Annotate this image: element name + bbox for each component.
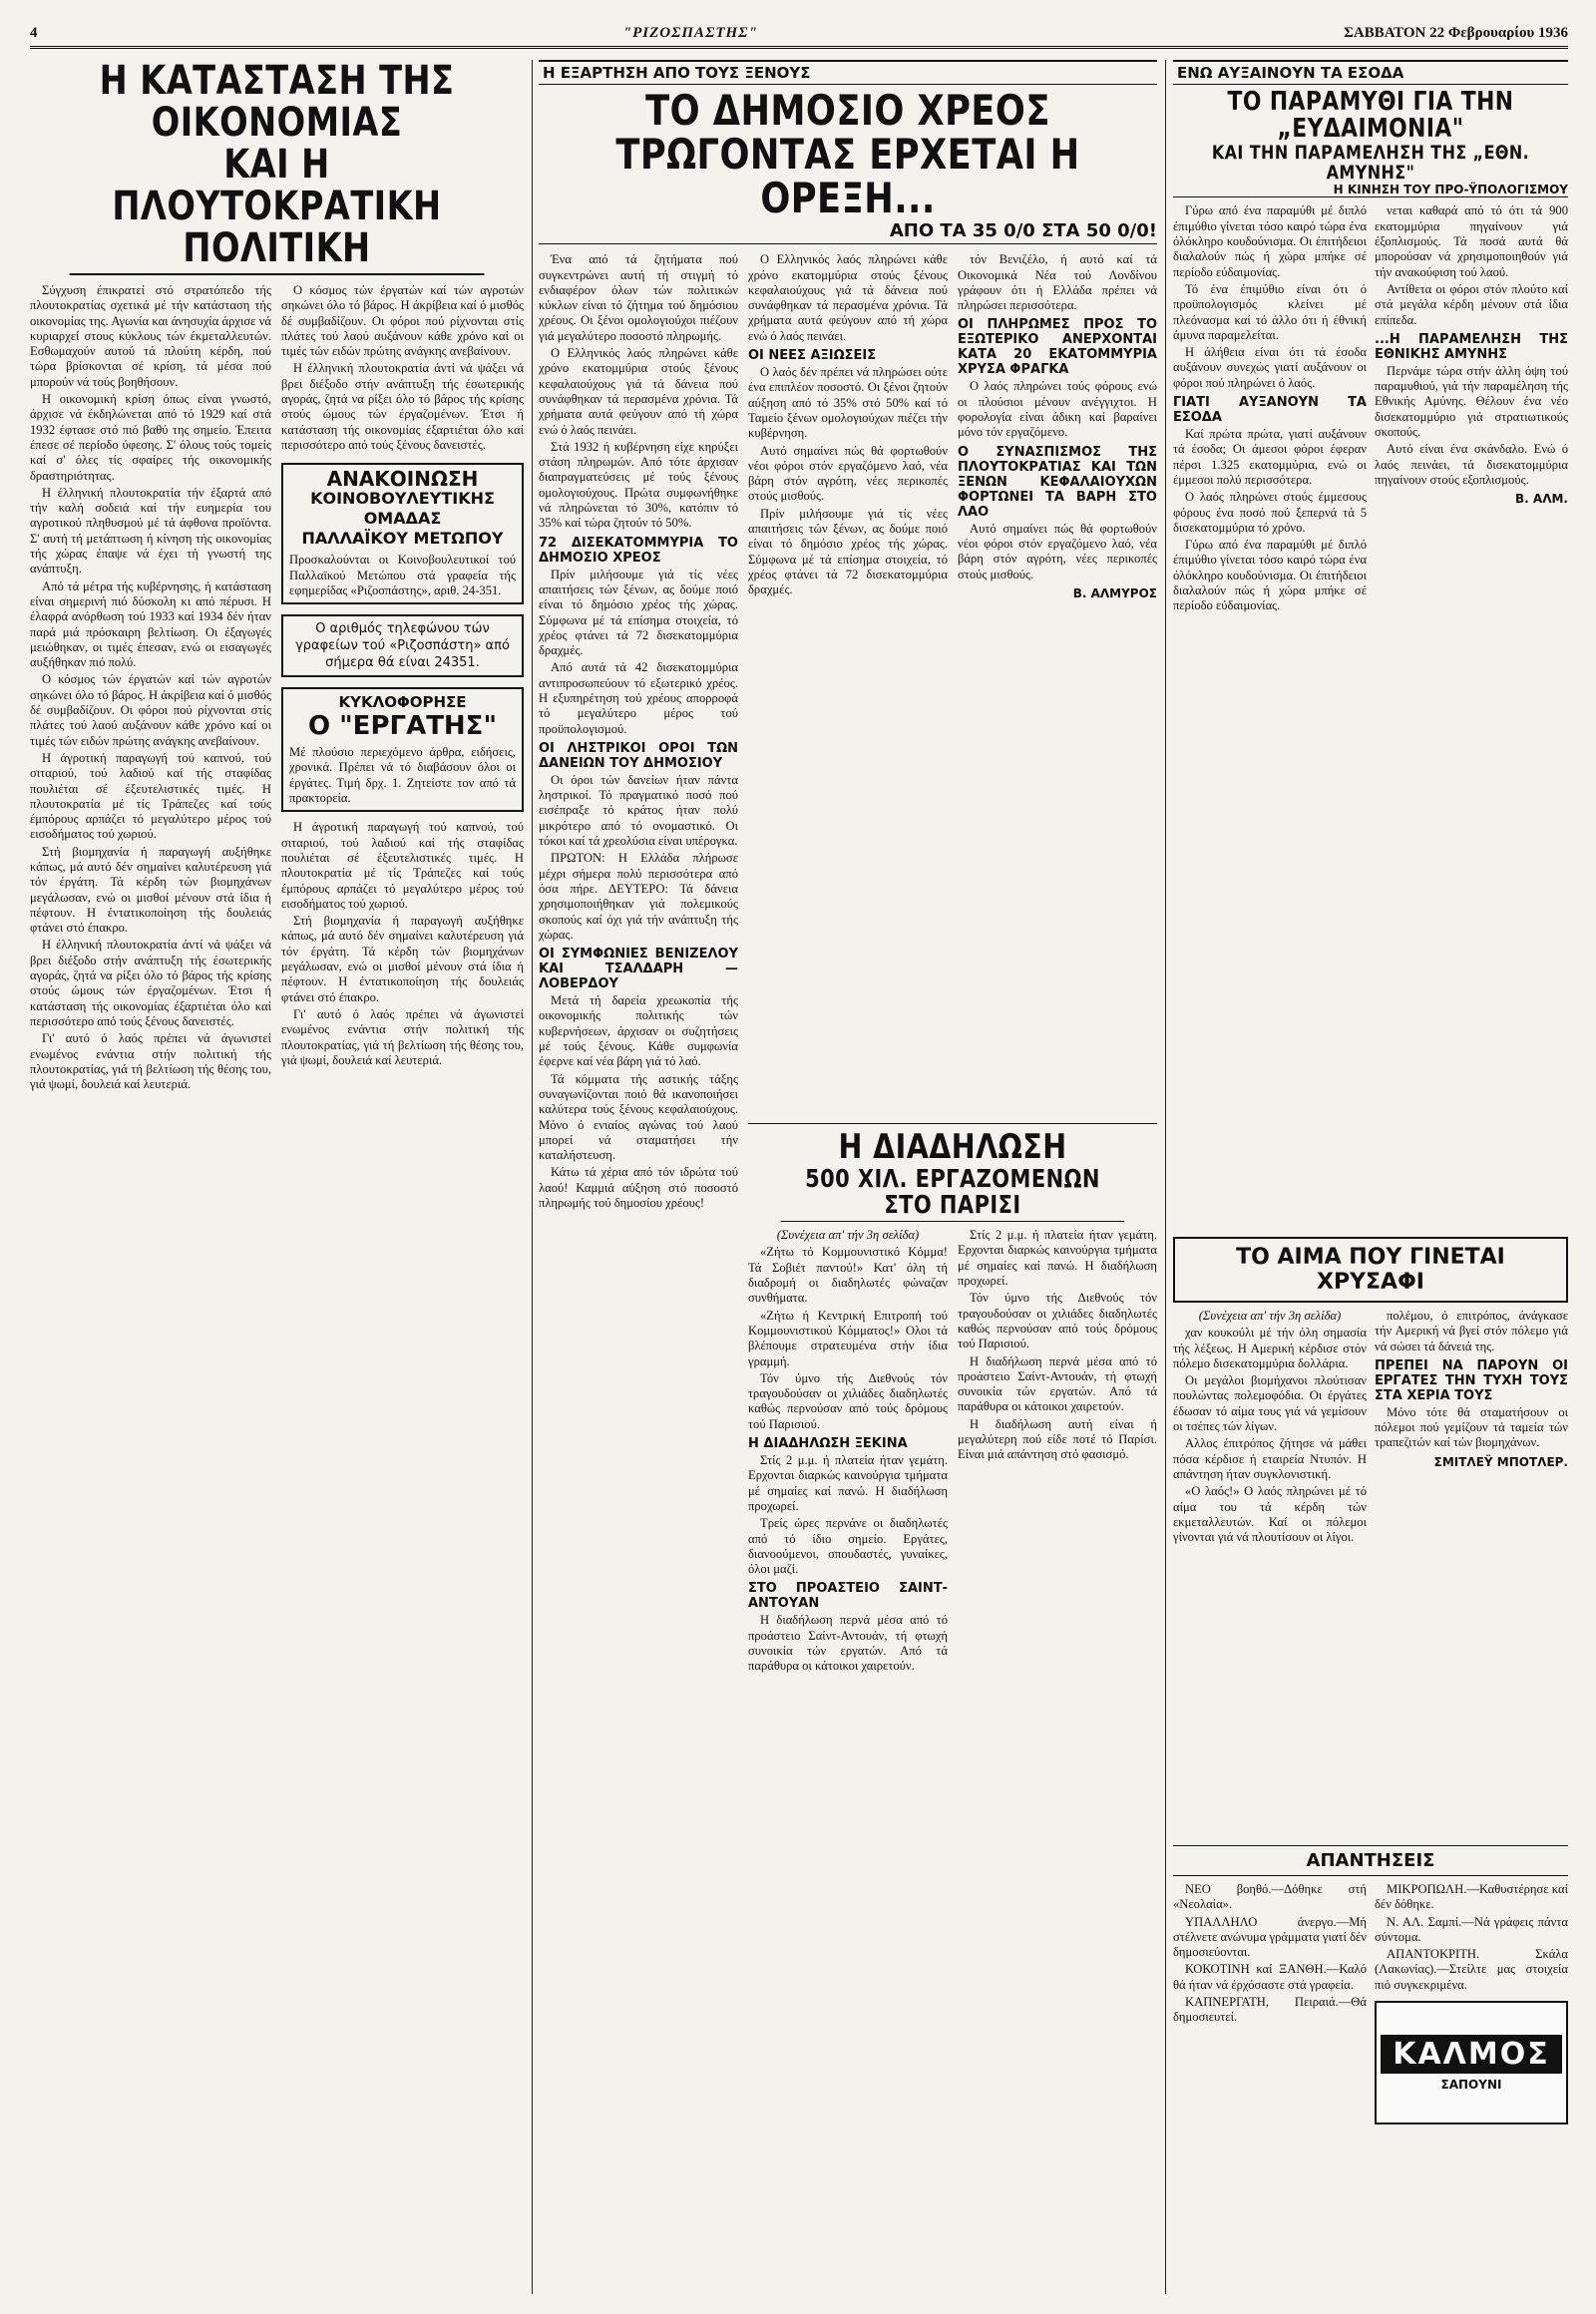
ergatis-title1: ΚΥΚΛΟΦΟΡΗΣΕ: [338, 693, 467, 712]
economy-text-col2-end: [281, 820, 524, 1068]
paragraph: Η έλληνική πλουτοκρατία άντί νά ψάξει νά βρει διέξοδο στήν ανάπτυξη τής έσωτερικής αγοράς, ζητά να ρίξει όλο τό βάρος τής κρίσης στούς ώμους τών έργαζομένων. Έτσι ή κατάσταση τής οικονομίας έξαρτιέται όλο καί περισσότερο από τούς ξένους δανειστές.: [281, 361, 524, 452]
paragraph: Κάτω τά χέρια από τόν ιδρώτα τού λαού! Καμμιά αύξηση στό ποσοστό πληρωμής τού δημοσίου χρέους!: [539, 1165, 738, 1211]
fiction-title-line2: ΚΑΙ ΤΗΝ ΠΑΡΑΜΕΛΗΣΗ ΤΗΣ „ΕΘΝ. ΑΜΥΝΗΣ": [1211, 141, 1530, 184]
economy-title-line2: ΚΑΙ Η ΠΛΟΥΤΟΚΡΑΤΙΚΗ ΠΟΛΙΤΙΚΗ: [112, 142, 442, 271]
debt-subhead: ΟΙ ΝΕΕΣ ΑΞΙΩΣΕΙΣ: [748, 348, 877, 364]
paragraph: πολέμου, ό επιτρόπος, άνάγκασε τήν Αμερική νά βγεί στόν πόλεμο γιά νά σώσει τά δάνειά της.: [1375, 1309, 1568, 1353]
paragraph: ΠΡΩΤΟΝ: Η Ελλάδα πλήρωσε μέχρι σήμερα πολύ περισσότερα από όσα πήρε. ΔΕΥΤΕΡΟ: Τά δάνεια χρησιμοποιήθηκαν γιά πολεμικούς σκοπούς καί όχι γιά τήν ανάπτυξη τής χώρας.: [539, 851, 738, 942]
debt-caps-block: ΟΙ ΠΛΗΡΩΜΕΣ ΠΡΟΣ ΤΟ ΕΞΩΤΕΡΙΚΟ ΑΝΕΡΧΟΝΤΑΙ ΚΑΤΑ 20 ΕΚΑΤΟΜΜΥΡΙΑ ΧΡΥΣΑ ΦΡΑΓΚΑ: [958, 317, 1157, 378]
paragraph: Αυτό σημαίνει πώς θά φορτωθούν νέοι φόροι στόν εργαζόμενο λαό, νέα βάρη στόν αγρότη, νέες περικοπές στούς μισθούς.: [958, 521, 1157, 581]
debt-kicker: Η ΕΞΑΡΤΗΣΗ ΑΠΟ ΤΟΥΣ ΞΕΝΟΥΣ: [539, 60, 1157, 85]
demo-article: [748, 1117, 1157, 1677]
notice-body: Προσκαλούνται οι Κοινοβουλευτικοί τού Παλλαϊκού Μετώπου στά γραφεία τής εφημερίδας «Ριζοσπάστης», αριθ. 24-351.: [289, 553, 516, 597]
fiction-title-line1: ΤΟ ΠΑΡΑΜΥΘΙ ΓΙΑ ΤΗΝ „ΕΥΔΑΙΜΟΝΙΑ": [1227, 87, 1514, 145]
blood-signature: ΣΜΙΤΛΕΫ ΜΠΟΤΛΕΡ.: [1433, 1454, 1568, 1469]
answer-item: ΚΑΠΝΕΡΓΑΤΗ, Πειραιά.—Θά δημοσιευτεί.: [1173, 1995, 1367, 2025]
paragraph: «Ζήτω ή Κεντρική Επιτροπή τού Κομμουνιστικού Κόμματος!» Ολοι τά βλέπουμε στρατευμένα στήν ίδια γραμμή.: [748, 1308, 948, 1368]
paragraph: Η διαδήλωση περνά μέσα από τό προάστειο Σαίντ-Αντουάν, τή φτωχή συνοικία τών εργατών. Από τά παράθυρα οι κάτοικοι χαιρετούν.: [958, 1353, 1157, 1414]
debt-signature: Β. ΑΛΜΥΡΟΣ: [1072, 585, 1157, 600]
paragraph: Ο λαός πληρώνει στούς έμμεσους φόρους ένα ποσό πού ξεπερνά τά 5 δισεκατομμύρια τό χρόνο.: [1173, 490, 1367, 535]
economy-headline: [70, 60, 485, 275]
paragraph: Γι' αυτό ό λαός πρέπει νά άγωνιστεί ενωμένος ενάντια στήν πολιτική τής πλουτοκρατίας, γιά τή βελτίωση τής θέσης του, γιά ψωμί, δουλειά καί λευτεριά.: [30, 1031, 271, 1092]
notice-title: ΑΝΑΚΟΙΝΩΣΗ: [326, 467, 479, 492]
phone-box: [281, 614, 524, 677]
paragraph: Γύρω από ένα παραμύθι μέ διπλό έπιμύθιο γίνεται τόσο καιρό τώρα ένα όλόκληρο κουδούνισμα. Οι έπιτήδειοι διαλαλούν πώς ή χώρα μπήκε σέ περίοδο εύδαιμονίας.: [1173, 538, 1367, 613]
demo-subhead: Η ΔΙΑΔΗΛΩΣΗ ΞΕΚΙΝΑ: [748, 1436, 908, 1452]
paragraph: Αυτό είναι ένα σκάνδαλο. Ενώ ό λαός πεινάει, τά δισεκατομμύρια πηγαίνουν στούς εξοπλισμούς.: [1375, 442, 1568, 487]
paragraph: Η διαδήλωση αυτή είναι ή μεγαλύτερη πού είδε ποτέ τό Παρίσι. Είναι μιά απάντηση στό φασισμό.: [958, 1416, 1157, 1462]
ergatis-body: Μέ πλούσιο περιεχόμενο άρθρα, ειδήσεις, χρονικά. Πρέπει νά τό διαβάσουν όλοι οι έργάτες. Τιμή δρχ. 1. Ζητείστε τον από τά πρακτορεία.: [289, 745, 516, 806]
economy-text-col1: [30, 283, 271, 1094]
debt-article: [539, 60, 1157, 2294]
notice-box: [281, 463, 524, 604]
demo-title-line2: 500 ΧΙΛ. ΕΡΓΑΖΟΜΕΝΩΝ ΣΤΟ ΠΑΡΙΣΙ: [781, 1166, 1124, 1223]
paragraph: Στά 1932 ή κυβέρνηση είχε κηρύξει στάση πληρωμών. Από τότε άρχισαν διαπραγματεύσεις μέ τούς ξένους ομολογιούχους. Πρώτα συμφωνήθηκε νά πληρώνεται τό 30%, κατόπιν τό 35% καί τώρα ζητούν τό 50%.: [539, 439, 738, 531]
paragraph: Ο λαός πληρώνει τούς φόρους ενώ οι πλούσιοι μένουν ανέγγιχτοι. Η φορολογία είναι άδικη καί βαραίνει μόνο τόν εργαζόμενο.: [958, 379, 1157, 440]
debt-text-col1: [539, 252, 738, 1213]
paragraph: Ο Ελληνικός λαός πληρώνει κάθε χρόνο εκατομμύρια στούς ξένους κεφαλαιούχους γιά τά δάνεια πού συνάφθηκαν τά περασμένα χρόνια. Τά χρήματα αυτά φεύγουν από τή χώρα ενώ ό λαός πεινάει.: [748, 252, 948, 343]
answers-section: [1173, 1845, 1568, 2124]
fiction-subhead: ΓΙΑΤΙ ΑΥΞΑΝΟΥΝ ΤΑ ΕΣΟΔΑ: [1173, 395, 1367, 426]
fiction-subtitle: Η ΚΙΝΗΣΗ ΤΟΥ ΠΡΟ-ΫΠΟΛΟΓΙΣΜΟΥ: [1173, 183, 1568, 197]
demo-subhead: ΣΤΟ ΠΡΟΑΣΤΕΙΟ ΣΑΙΝΤ-ΑΝΤΟΥΑΝ: [748, 1581, 948, 1612]
answers-list-col1: [1173, 1882, 1367, 2124]
demo-text-col2: [958, 1228, 1157, 1676]
paragraph: τόν Βενιζέλο, ή αυτό καί τά Οικονομικά Νέα τού Λονδίνου γράφουν ότι ή Ελλάδα πρέπει νά πληρώσει περισσότερα.: [958, 252, 1157, 313]
paragraph: Η άγροτική παραγωγή τού καπνού, τού σιταριού, τού λαδιού καί τής σταφίδας πουλιέται σέ έξευτελιστικές τιμές. Η πλουτοκρατία μέ τίς Τράπεζες καί τούς έμπόρους αρπάζει τό μεγαλύτερο μέρος τού εισοδήματος τού χωριού.: [30, 750, 271, 842]
paragraph: «Ζήτω τό Κομμουνιστικό Κόμμα! Τά Σοβιέτ παντού!» Κατ' όλη τή διαδρομή οι διαδηλωτές φώναζαν συνθήματα.: [748, 1245, 948, 1306]
debt-title-line1: ΤΟ ΔΗΜΟΣΙΟ ΧΡΕΟΣ: [645, 86, 1050, 135]
paragraph: Από τά μέτρα τής κυβέρνησης, ή κατάσταση είναι σημερινή πιό δύσκολη κι από πέρυσι. Η έλαφρά ανόρθωση τού 1933 καί 1934 δέν ήταν παρά μιά πρόσκαιρη βελτίωση. Οι έξαγωγές μειώθηκαν, οι τιμές έπεσαν, ενώ οι εισαγωγές αυξήθηκαν πιό πολύ.: [30, 578, 271, 670]
paragraph: νεται καθαρά από τό ότι τά 900 εκατομμύρια πηγαίνουν γιά έξοπλισμούς. Τά ποσά αυτά θά μπορούσαν νά χρησιμοποιηθούν γιά τήν ανακούφιση τού λαού.: [1375, 203, 1568, 279]
debt-text-col2: [748, 252, 948, 1213]
answer-item: ΥΠΑΛΛΗΛΟ άνεργο.—Μή στέλνετε ανώνυμα γράμματα γιατί δέν δημοσιεύονται.: [1173, 1914, 1367, 1960]
kalmos-tagline: ΣΑΠΟΥΝΙ: [1440, 2077, 1502, 2092]
paragraph: Περνάμε τώρα στήν άλλη όψη τού παραμυθιού, γιά τήν παραμέληση τής Εθνικής Αμύνης. Θέλουν ένα νέο δισεκατομμύριο γιά στρατιωτικούς σκοπούς.: [1375, 363, 1568, 440]
economy-article: [30, 60, 524, 2294]
paragraph: Η έλληνική πλουτοκρατία τήν έξαρτά από τήν καλή σοδειά καί τήν ευημερία του αγροτικού πληθυσμού μέ τά άφθονα προϊόντα. Σ' αυτή τή μετάπτωση ή κίνηση τής οικονομίας τής χώρας έπαψε νά έχει τή γνωστή της ανάπτυξη.: [30, 485, 271, 577]
paragraph: Από αυτά τά 42 δισεκατομμύρια αντιπροσωπεύουν τό εξωτερικό χρέος. Η εξυπηρέτηση τού χρέους απορροφά τό μεγαλύτερο μέρος τού προϋπολογισμού.: [539, 660, 738, 736]
paragraph: Ένα από τά ζητήματα πού συγκεντρώνει αυτή τή στιγμή τό ενδιαφέρον όλων τών πολιτικών κύκλων είναι τό ζήτημα τού δημόσιου χρέους. Οι ξένοι ομολογιούχοι πιέζουν γιά μεγαλύτερο ποσοστό πληρωμής.: [539, 252, 738, 343]
paragraph: Τό ένα έπιμύθιο είναι ότι ό προϋπολογισμός κλείνει μέ πλεόνασμα καί τό άλλο ότι ή έθνική άμυνα παραμελείται.: [1173, 281, 1367, 342]
blood-text-col2: [1375, 1309, 1568, 1547]
paragraph: Στή βιομηχανία ή παραγωγή αυξήθηκε κάπως, μά αυτό δέν σημαίνει καλυτέρευση γιά τόν έργάτη. Τά κέρδη τών βιομηχάνων μεγάλωσαν, ενώ οι μισθοί μένουν στά ίδια ή πέφτουν. Η έντατικοποίηση τής δουλειάς φτάνει στό έπακρο.: [30, 844, 271, 936]
fiction-text-col1: [1173, 203, 1367, 615]
blood-article: [1173, 1237, 1568, 1547]
answer-item: ΚΟΚΟΤΙΝΗ καί ΞΑΝΘΗ.—Καλό θά ήταν νά έρχόσαστε στά γραφεία.: [1173, 1962, 1367, 1992]
paragraph: Στίς 2 μ.μ. ή πλατεία ήταν γεμάτη. Ερχονται διαρκώς καινούργια τμήματα μέ σημαίες καί πανώ. Η διαδήλωση προχωρεί.: [958, 1228, 1157, 1289]
paragraph: Η οικονομική κρίση όπως είναι γνωστό, άρχισε νά έκδηλώνεται από τό 1929 καί στά 1932 έφτασε στό πιό βαθύ της σημείο. Έπειτα έπεσε σέ περίοδο ύφεσης. Σ' όλους τούς τομείς καί σ' όλες τίς σφαίρες τής οικονομικής δραστηριότητας.: [30, 392, 271, 483]
column-divider: [532, 60, 533, 2294]
paragraph: Γι' αυτό ό λαός πρέπει νά άγωνιστεί ενωμένος ενάντια στήν πολιτική τής πλουτοκρατίας, γιά τή βελτίωση τής θέσης του, γιά ψωμί, δουλειά καί λευτεριά.: [281, 1006, 524, 1067]
fiction-kicker: ΕΝΩ ΑΥΞΑΙΝΟΥΝ ΤΑ ΕΣΟΔΑ: [1173, 60, 1568, 85]
paragraph: Η άγροτική παραγωγή τού καπνού, τού σιταριού, τού λαδιού καί τής σταφίδας πουλιέται σέ έξευτελιστικές τιμές. Η πλουτοκρατία μέ τίς Τράπεζες καί τούς έμπόρους αρπάζει τό μεγαλύτερο μέρος τού εισοδήματος τού χωριού.: [281, 820, 524, 911]
paragraph: Πρίν μιλήσουμε γιά τίς νέες απαιτήσεις τών ξένων, ας δούμε ποιό είναι τό δημόσιο χρέος τής χώρας. Σύμφωνα μέ τά επίσημα στοιχεία, τό χρέος φτάνει τά 72 δισεκατομμύρια δραχμές.: [748, 506, 948, 597]
debt-subhead: ΟΙ ΣΥΜΦΩΝΙΕΣ ΒΕΝΙΖΕΛΟΥ ΚΑΙ ΤΣΑΛΔΑΡΗ — ΛΟΒΕΡΔΟΥ: [539, 947, 738, 992]
paragraph: Γύρω από ένα παραμύθι μέ διπλό έπιμύθιο γίνεται τόσο καιρό τώρα ένα όλόκληρο κουδούνισμα. Οι έπιτήδειοι διαλαλούν πώς ή χώρα μπήκε σέ περίοδο εύδαιμονίας.: [1173, 203, 1367, 279]
paragraph: Ο κόσμος τών έργατών καί τών αγροτών σηκώνει όλο τό βάρος. Η άκρίβεια καί ό μισθός δέ συμβαδίζουν. Οι φόροι πού ρίχνονται στίς πλάτες τού λαού αυξάνουν κάθε χρόνο καί οι τιμές τών ειδών πρώτης ανάγκης ανεβαίνουν.: [30, 672, 271, 748]
blood-caps-block: ΠΡΕΠΕΙ ΝΑ ΠΑΡΟΥΝ ΟΙ ΕΡΓΑΤΕΣ ΤΗΝ ΤΥΧΗ ΤΟΥΣ ΣΤΑ ΧΕΡΙΑ ΤΟΥΣ: [1375, 1357, 1568, 1403]
paragraph: Σύγχυση έπικρατεί στό στρατόπεδο τής πλουτοκρατίας σχετικά μέ τήν κατάσταση τής οικονομίας της. Αγωνία και άνησυχία άρχισε νά κυριαρχεί στους κύκλους τών έκμεταλλευτών. Εσθωμαχούν αυτού τά πλούτη κέρδη, πού τώρα βρίσκονται σέ κρίση, τά μέσα πού μπορούν νά τούς βοηθήσουν.: [30, 283, 271, 389]
paragraph: Τά κόμματα τής αστικής τάξης συναγωνίζονται ποιό θά ικανοποιήσει καλύτερα τούς ξένους κεφαλαιούχους. Μόνο ό ενιαίος αγώνας τού λαού μπορεί νά σταματήσει τήν καταλήστευση.: [539, 1071, 738, 1163]
paragraph: Αυτό σημαίνει πώς θά φορτωθούν νέοι φόροι στόν εργαζόμενο λαό, νέα βάρη στόν αγρότη, νέες περικοπές στούς μισθούς.: [748, 443, 948, 504]
ergatis-title2: Ο "ΕΡΓΑΤΗΣ": [307, 711, 497, 742]
economy-text-col2: [281, 283, 524, 453]
paper-name: "ΡΙΖΟΣΠΑΣΤΗΣ": [622, 24, 758, 41]
debt-subhead: 72 ΔΙΣΕΚΑΤΟΜΜΥΡΙΑ ΤΟ ΔΗΜΟΣΙΟ ΧΡΕΟΣ: [539, 535, 738, 566]
column-divider: [1165, 60, 1166, 2294]
debt-title-line2: ΤΡΩΓΟΝΤΑΣ ΕΡΧΕΤΑΙ Η ΟΡΕΞΗ...: [615, 130, 1080, 223]
paragraph: χαν κουκούλι μέ τήν όλη σημασία τής λέξεως. Η Αμερική κέρδισε στόν πόλεμο δισεκατομμύρια δολλάρια.: [1173, 1326, 1367, 1370]
masthead: [30, 20, 1568, 49]
fiction-text-col2: [1375, 203, 1568, 615]
blood-text-col1: [1173, 1309, 1367, 1547]
blood-title: ΤΟ ΑΙΜΑ ΠΟΥ ΓΙΝΕΤΑΙ ΧΡΥΣΑΦΙ: [1173, 1237, 1568, 1303]
ergatis-ad: [281, 687, 524, 812]
paragraph: «Ο λαός!» Ο λαός πληρώνει μέ τό αίμα του τά κέρδη τών εκμεταλλευτών. Καί οι πόλεμοι γίνονται γιά νά πλουτίσουν οι λίγοι.: [1173, 1484, 1367, 1545]
paragraph: Τόν ύμνο τής Διεθνούς τόν τραγουδούσαν οι χιλιάδες διαδηλωτές καθώς περνούσαν από τούς δρόμους τού Παρισιού.: [748, 1370, 948, 1431]
page-number: 4: [30, 24, 38, 41]
paragraph: Στή βιομηχανία ή παραγωγή αυξήθηκε κάπως, μά αυτό δέν σημαίνει καλυτέρευση γιά τόν έργάτη. Τά κέρδη τών βιομηχάνων μεγάλωσαν, ενώ οι μισθοί μένουν στά ίδια ή πέφτουν. Η έντατικοποίηση τής δουλειάς φτάνει στό έπακρο.: [281, 914, 524, 1004]
paragraph: Ο Ελληνικός λαός πληρώνει κάθε χρόνο εκατομμύρια στούς ξένους κεφαλαιούχους γιά τά δάνεια πού συνάφθηκαν τά περασμένα χρόνια. Τά χρήματα αυτά φεύγουν από τή χώρα ενώ ό λαός πεινάει.: [539, 346, 738, 437]
paragraph: Αλλος έπιτρόπος ζήτησε νά μάθει πόσα κέρδισε ή εταιρεία Ντυπόν. Η απάντηση ήταν συγκλονιστική.: [1173, 1436, 1367, 1481]
debt-subtitle: ΑΠΟ ΤΑ 35 0/0 ΣΤΑ 50 0/0!: [539, 220, 1157, 244]
demo-text-col1: [748, 1228, 948, 1676]
paragraph: Ο κόσμος τών έργατών καί τών αγροτών σηκώνει όλο τό βάρος. Η άκρίβεια καί ό μισθός δέ συμβαδίζουν. Οι φόροι πού ρίχνονται στίς πλάτες τού λαού αυξάνουν κάθε χρόνο καί οι τιμές τών ειδών πρώτης ανάγκης ανεβαίνουν.: [281, 283, 524, 359]
paragraph: Τόν ύμνο τής Διεθνούς τόν τραγουδούσαν οι χιλιάδες διαδηλωτές καθώς περνούσαν από τούς δρόμους τού Παρισιού.: [958, 1291, 1157, 1351]
kalmos-brand: ΚΑΛΜΟΣ: [1381, 2035, 1562, 2074]
paragraph: Μετά τή δαρεία χρεωκοπία τής οικονομικής πολιτικής τών κυβερνήσεων, άρχισαν οι συζητήσεις μέ τούς ξένους. Κάθε συμφωνία έφερνε καί νέα βάρη γιά τό λαό.: [539, 993, 738, 1069]
paragraph: Ο λαός δέν πρέπει νά πληρώσει ούτε ένα επιπλέον ποσοστό. Οι ξένοι ζητούν αύξηση από τό 35% στό 50% καί τό Ταμείο ξένων ομολογιούχων πιέζει τήν κυβέρνηση.: [748, 365, 948, 441]
debt-text-col3: [958, 252, 1157, 1213]
demo-title-line1: Η ΔΙΑΔΗΛΩΣΗ: [838, 1127, 1067, 1167]
right-column: [1173, 60, 1568, 2294]
answers-title: ΑΠΑΝΤΗΣΕΙΣ: [1173, 1845, 1568, 1876]
paragraph: Αντίθετα οι φόροι στόν πλούτο καί στά μεγάλα κέρδη μένουν στά ίδια επίπεδα.: [1375, 281, 1568, 327]
answer-item: ΜΙΚΡΟΠΩΛΗ.—Καθυστέρησε καί δέν δόθηκε.: [1375, 1882, 1568, 1912]
paragraph: Η διαδήλωση περνά μέσα από τό προάστειο Σαίντ-Αντουάν, τή φτωχή συνοικία τών εργατών. Από τά παράθυρα οι κάτοικοι χαιρετούν.: [748, 1613, 948, 1674]
paragraph: Η έλληνική πλουτοκρατία άντί νά ψάξει νά βρει διέξοδο στήν ανάπτυξη τής έσωτερικής αγοράς, ζητά να ρίξει όλο τό βάρος τής κρίσης στούς ώμους τών έργαζομένων. Έτσι ή κατάσταση τής οικονομίας έξαρτιέται όλο καί περισσότερο από τούς ξένους δανειστές.: [30, 938, 271, 1028]
paragraph: Μόνο τότε θά σταματήσουν οι πόλεμοι πού γεμίζουν τά ταμεία τών τραπεζιτών καί τών βιομηχάνων.: [1375, 1404, 1568, 1450]
notice-subtitle: ΚΟΙΝΟΒΟΥΛΕΥΤΙΚΗΣ ΟΜΑΔΑΣ: [310, 489, 495, 529]
issue-date: ΣΑΒΒΑΤΟΝ 22 Φεβρουαρίου 1936: [1344, 24, 1568, 41]
answers-list-col2: [1375, 1882, 1568, 1993]
fiction-signature: Β. ΑΛΜ.: [1515, 492, 1568, 507]
notice-subtitle: ΠΑΛΛΑΪΚΟΥ ΜΕΤΩΠΟΥ: [301, 529, 504, 549]
economy-title-line1: Η ΚΑΤΑΣΤΑΣΗ ΤΗΣ ΟΙΚΟΝΟΜΙΑΣ: [99, 60, 455, 146]
debt-headline: [589, 86, 1108, 223]
phone-text: Ο αριθμός τηλεφώνου τών γραφείων τού «Ριζοσπάστη» από σήμερα θά είναι 24351.: [295, 621, 510, 671]
debt-subhead: ΟΙ ΛΗΣΤΡΙΚΟΙ ΟΡΟΙ ΤΩΝ ΔΑΝΕΙΩΝ ΤΟΥ ΔΗΜΟΣΙΟΥ: [539, 740, 738, 771]
paragraph: Οι όροι τών δανείων ήταν πάντα ληστρικοί. Τό πραγματικό ποσό πού εισέπραξε τό κράτος ήταν πολύ μικρότερο από τό ονομαστικό. Οι τόκοι καί τά χρεολύσια είναι υπέρογκα.: [539, 772, 738, 849]
paragraph: Τρείς ώρες περνάνε οι διαδηλωτές από τό ίδιο σημείο. Εργάτες, διανοούμενοι, σπουδαστές, γυναίκες, όλοι μαζί.: [748, 1516, 948, 1577]
paragraph: Στίς 2 μ.μ. ή πλατεία ήταν γεμάτη. Ερχονται διαρκώς καινούργια τμήματα μέ σημαίες καί πανώ. Η διαδήλωση προχωρεί.: [748, 1453, 948, 1513]
paragraph: Καί πρώτα πρώτα, γιατί αυξάνουν τά έσοδα; Οι άμεσοι φόροι έφεραν πέρσι 1.325 εκατομμύρια, ενώ οι έμμεσοι πολύ περισσότερα.: [1173, 427, 1367, 487]
debt-caps-block: Ο ΣΥΝΑΣΠΙΣΜΟΣ ΤΗΣ ΠΛΟΥΤΟΚΡΑΤΙΑΣ ΚΑΙ ΤΩΝ ΞΕΝΩΝ ΚΕΦΑΛΑΙΟΥΧΩΝ ΦΟΡΤΩΝΕΙ ΤΑ ΒΑΡΗ ΣΤΟ ΛΑΟ: [958, 444, 1157, 520]
paragraph: Πρίν μιλήσουμε γιά τίς νέες απαιτήσεις τών ξένων, ας δούμε ποιό είναι τό δημόσιο χρέος τής χώρας. Σύμφωνα μέ τά επίσημα στοιχεία, τό χρέος φτάνει τά 72 δισεκατομμύρια δραχμές.: [539, 567, 738, 658]
paragraph: Η άλήθεια είναι ότι τά έσοδα αυξάνουν συνεχώς γιατί αυξάνουν οι φόροι πού πληρώνει ό λαός.: [1173, 345, 1367, 390]
answer-item: ΝΕΟ βοηθό.—Δόθηκε στή «Νεολαία».: [1173, 1882, 1367, 1912]
blood-continued: (Συνέχεια απ' τήν 3η σελίδα): [1198, 1309, 1342, 1323]
fiction-subhead: ...Η ΠΑΡΑΜΕΛΗΣΗ ΤΗΣ ΕΘΝΙΚΗΣ ΑΜΥΝΗΣ: [1375, 331, 1568, 362]
demo-continued: (Συνέχεια απ' τήν 3η σελίδα): [776, 1228, 920, 1243]
answer-item: ΑΠΑΝΤΟΚΡΙΤΗ. Σκάλα (Λακωνίας).—Στείλτε μας στοιχεία πιό συγκεκριμένα.: [1375, 1947, 1568, 1992]
paragraph: Οι μεγάλοι βιομήχανοι πλούτισαν πουλώντας πολεμοφόδια. Οι έργάτες έδωσαν τό αίμα τους γιά νά γεμίσουν οι τσέπες τών λίγων.: [1173, 1373, 1367, 1434]
kalmos-ad: [1375, 2001, 1568, 2124]
answer-item: Ν. ΑΛ. Σαμπί.—Νά γράφεις πάντα σύντομα.: [1375, 1914, 1568, 1944]
